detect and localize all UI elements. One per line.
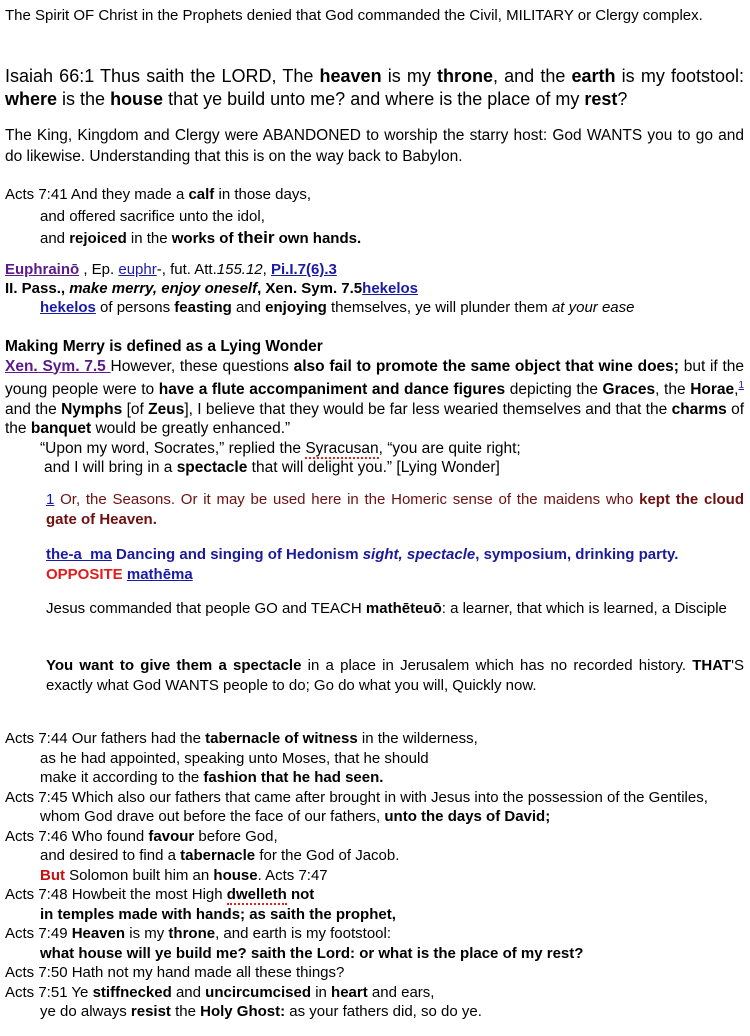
mathema-link[interactable]: mathēma xyxy=(126,566,193,583)
making-merry-paragraph xyxy=(5,337,744,478)
acts-7-41-line3: and rejoiced in the works of their own hands. xyxy=(40,228,362,247)
acts-7-41-line2: and offered sacrifice unto the idol, xyxy=(40,207,265,225)
acts-7-48-line1: Acts 7:48 Howbeit the most High dwelleth not xyxy=(5,886,315,903)
acts-7-45-line2: whom God drave out before the face of our fathers, unto the days of David; xyxy=(40,808,551,825)
acts-scripture-block xyxy=(5,729,744,1022)
hekelos-link-1[interactable]: hekelos xyxy=(362,280,419,297)
footnote-ref-link[interactable]: 1 xyxy=(738,380,745,391)
isaiah-paragraph: Isaiah 66:1 Thus saith the LORD, The heaven is my throne, and the earth is my footstool: where is the house that ye build unto me? and where is the place of my rest? xyxy=(5,66,745,109)
acts-7-46-line1: Acts 7:46 Who found favour before God, xyxy=(5,827,278,845)
hekelos-link-2[interactable]: hekelos xyxy=(40,299,96,316)
xen-sym-passage: Xen. Sym. 7.5 However, these questions also fail to promote the same object that wine does; but if the young people were to have a flute accompaniment and dance figures depicting the Graces, the Horae,$^1$ and the Nymphs [of Zeus], I believe that they would be far less wearied themselves and that the charms of the banquet would be greatly enhanced.” xyxy=(5,357,745,438)
quote-line2: and I will bring in a spectacle that will delight you.” [Lying Wonder] xyxy=(44,459,500,477)
acts-7-51-line1: Acts 7:51 Ye stiffnecked and uncircumcised in heart and ears, xyxy=(5,983,435,1001)
theama-paragraph: the-a_ma Dancing and singing of Hedonism sight, spectacle, symposium, drinking party. OPPOSITE mathēma xyxy=(46,546,679,583)
quote-line1: “Upon my word, Socrates,” replied the Syracusan, “you are quite right; xyxy=(40,439,521,457)
jesus-paragraph: Jesus commanded that people GO and TEACH mathēteuō: a learner, that which is learned, a Disciple xyxy=(46,600,727,617)
euphraino-link[interactable]: Euphrainō xyxy=(5,261,80,278)
euphraino-line2: II. Pass., make merry, enjoy oneself, Xen. Sym. 7.5hekelos xyxy=(5,280,419,297)
footnote-link[interactable]: 1 xyxy=(46,491,55,508)
king-paragraph: The King, Kingdom and Clergy were ABANDONED to worship the starry host: God WANTS you to go and do likewise. Understanding that this is on the way back to Babylon. xyxy=(5,127,744,165)
acts-7-49-line2: what house will ye build me? saith the Lord: or what is the place of my rest? xyxy=(40,944,584,962)
euphraino-line3: hekelos of persons feasting and enjoying themselves, ye will plunder them at your ease xyxy=(40,299,635,316)
theama-link[interactable]: the-a_ma xyxy=(46,546,112,563)
acts-7-41 xyxy=(5,184,744,250)
acts-7-44-line3: make it according to the fashion that he had seen. xyxy=(40,769,384,786)
acts-7-41-line1: Acts 7:41 And they made a calf in those days, xyxy=(5,186,312,203)
acts-7-44-line2: as he had appointed, speaking unto Moses, that he should xyxy=(40,749,429,767)
acts-7-44-line1: Acts 7:44 Our fathers had the tabernacle of witness in the wilderness, xyxy=(5,730,478,747)
xen-sym-link[interactable]: Xen. Sym. 7.5 xyxy=(5,357,111,375)
acts-7-45-line1: Acts 7:45 Which also our fathers that came after brought in with Jesus into the possession of the Gentiles, xyxy=(5,788,708,806)
intro-paragraph: The Spirit OF Christ in the Prophets denied that God commanded the Civil, MILITARY or Clergy complex. xyxy=(5,7,703,24)
acts-7-48-line2: in temples made with hands; as saith the prophet, xyxy=(40,905,396,923)
acts-7-46-line3: But Solomon built him an house. Acts 7:47 xyxy=(40,866,328,884)
acts-7-50: Acts 7:50 Hath not my hand made all these things? xyxy=(5,964,345,981)
euphr-link[interactable]: euphr xyxy=(118,261,157,278)
pindar-link[interactable]: Pi.I.7(6).3 xyxy=(271,261,337,278)
acts-7-49-line1: Acts 7:49 Heaven is my throne, and earth is my footstool: xyxy=(5,925,392,942)
euphraino-block xyxy=(5,260,744,317)
spectacle-paragraph: You want to give them a spectacle in a place in Jerusalem which has no recorded history. THAT'S exactly what God WANTS people to do; Go do what you will, Quickly now. xyxy=(46,657,744,694)
making-merry-heading: Making Merry is defined as a Lying Wonder xyxy=(5,338,323,355)
acts-7-51-line2: ye do always resist the Holy Ghost: as your fathers did, so do ye. xyxy=(40,1003,482,1020)
footnote-paragraph: 1 Or, the Seasons. Or it may be used here in the Homeric sense of the maidens who kept the cloud gate of Heaven. xyxy=(46,491,744,528)
euphraino-line1: Euphrainō , Ep. euphr-, fut. Att.155.12, Pi.I.7(6).3 xyxy=(5,261,337,278)
acts-7-46-line2: and desired to find a tabernacle for the God of Jacob. xyxy=(40,847,400,864)
